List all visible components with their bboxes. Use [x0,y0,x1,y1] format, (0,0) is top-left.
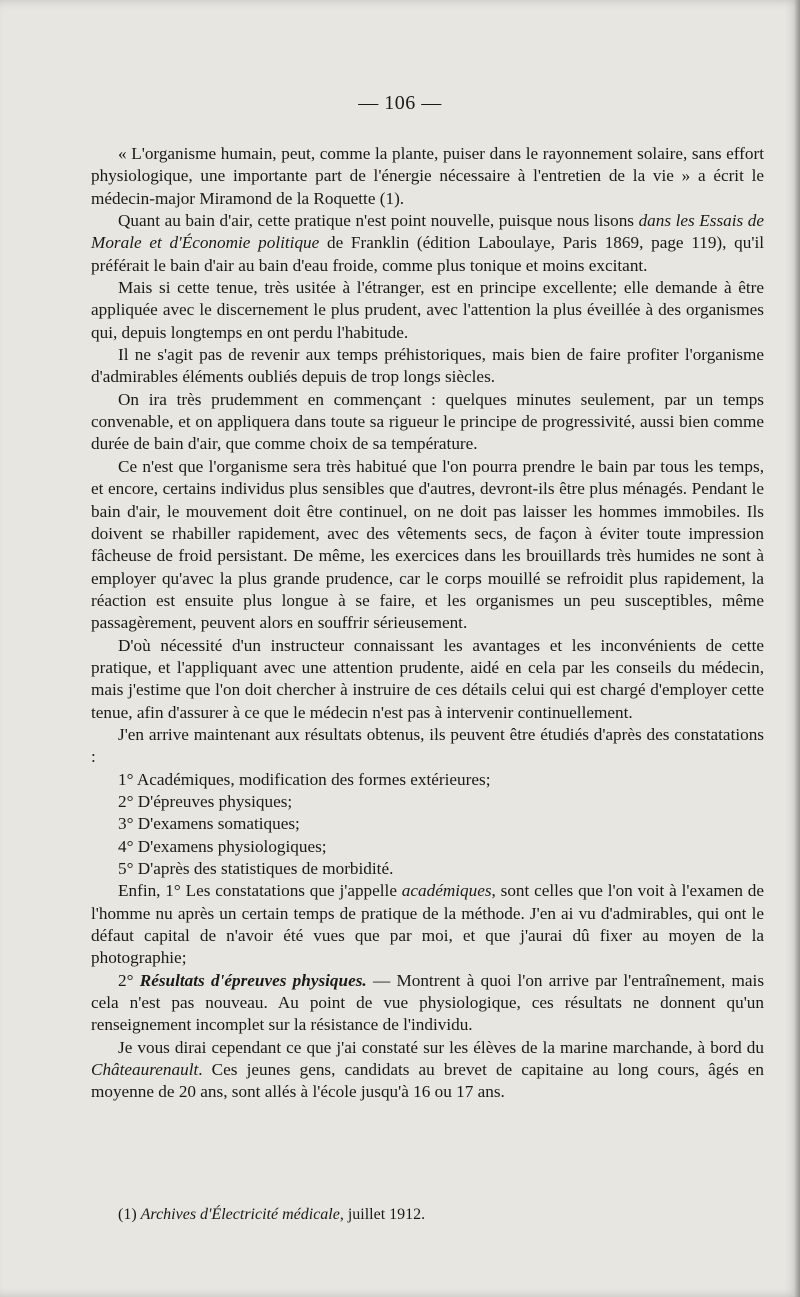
list-item: 1° Académiques, modification des formes extérieures; [118,769,491,789]
page-number: — 106 — [358,92,442,114]
page-edge-shadow [794,0,800,1297]
paragraph-text: . Ces jeunes gens, candidats au brevet de capitaine au long cours, âgés en moyenne de 20 ans, sont allés à l'école jusqu'à 16 ou 17 ans. [91,1060,764,1102]
paragraph: « L'organisme humain, peut, comme la plante, puiser dans le rayonnement solaire, sans effort physiologique, une importante part de l'énergie nécessaire à l'entretien de la vie » a écrit le médecin-major Miramond de la Roquette (1). [91,144,764,208]
list-item: 2° D'épreuves physiques; [118,791,293,811]
paragraph [91,970,764,1037]
footnote-title: Archives d'Électricité médicale [140,1206,340,1223]
paragraph-text: , sont celles que l'on voit à l'examen de l'homme nu après un certain temps de pratique de la méthode. J'en ai vu d'admirables, qui ont le défaut capital de n'avoir été vues que par moi, et que j'aurai dû fixer au moyen de la photographie; [91,881,764,968]
paragraph [91,880,764,969]
paragraph: Il ne s'agit pas de revenir aux temps préhistoriques, mais bien de faire profiter l'organisme d'admirables éléments oubliés depuis de trop longs siècles. [91,345,764,387]
section-number: 2° [118,970,140,990]
paragraph-text: — Montrent à quoi l'on arrive par l'entraînement, mais cela n'est pas nouveau. Au point de vue physiologique, ces résultats ne donnent qu'un renseignement incomplet sur la résistance de l'individu. [91,970,765,1035]
paragraph: On ira très prudemment en commençant : quelques minutes seulement, par un temps convenable, et on appliquera dans toute sa rigueur le principe de progressivité, aussi bien comme durée de bain d'air, que comme choix de sa température. [91,389,764,454]
list-item: 3° D'examens somatiques; [118,814,300,834]
paragraph-text: Je vous dirai cependant ce que j'ai constaté sur les élèves de la marine marchande, à bord du [118,1037,764,1057]
paragraph-text: Enfin, 1° Les constatations que j'appelle [118,881,402,901]
paragraph: D'où nécessité d'un instructeur connaissant les avantages et les inconvénients de cette pratique, et l'appliquant avec une attention prudente, aidé en cela par les conseils du médecin, mais j'estime que l'on doit chercher à instruire de ces détails celui qui est chargé d'employer cette tenue, afin d'assurer à ce que le médecin n'est pas à intervenir continuellement. [91,635,764,722]
paragraph: J'en arrive maintenant aux résultats obtenus, ils peuvent être étudiés d'après des constatations : [91,724,764,767]
footnote-text: , juillet 1912. [339,1206,426,1223]
book-title: dans les Essais de Morale et d'Économie politique [91,211,765,253]
paragraph: Mais si cette tenue, très usitée à l'étranger, est en principe excellente; elle demande à être appliquée avec le discernement le plus prudent, avec l'attention la plus éveillée à des organismes qui, depuis longtemps en ont perdu l'habitude. [91,278,764,342]
paragraph-text: de Franklin (édition Laboulaye, Paris 1869, page 119), qu'il préférait le bain d'air au bain d'eau froide, comme plus tonique et moins excitant. [91,233,764,275]
italic-term: académiques [401,881,492,901]
paragraph: Ce n'est que l'organisme sera très habitué que l'on pourra prendre le bain par tous les temps, et encore, certains individus plus sensibles que d'autres, devront-ils être plus ménagés. Pendant le bain d'air, le mouvement doit être continuel, on ne doit pas laisser les hommes immobiles. Ils doivent se rhabiller rapidement, avec des vêtements secs, de façon à éviter toute impression fâcheuse de froid persistant. De même, les exercices dans les brouillards très humides ne sont à employer qu'avec la plus grande prudence, car le corps mouillé se refroidit plus rapidement, la réaction est ensuite plus longue à se faire, et les organismes un peu susceptibles, même passagèrement, peuvent alors en souffrir sérieusement. [91,456,764,633]
section-title: Résultats d'épreuves physiques. [139,970,367,990]
list-item: 4° D'examens physiologiques; [118,836,327,856]
footnote-number: (1) [118,1206,141,1223]
paragraph [91,210,764,277]
paragraph [91,1037,764,1104]
footnote [118,1205,758,1225]
body-text [91,143,764,1104]
ship-name: Châteaurenault [91,1060,199,1080]
list-item: 5° D'après des statistiques de morbidité. [118,859,394,878]
paragraph-text: Quant au bain d'air, cette pratique n'est point nouvelle, puisque nous lisons [118,211,639,231]
